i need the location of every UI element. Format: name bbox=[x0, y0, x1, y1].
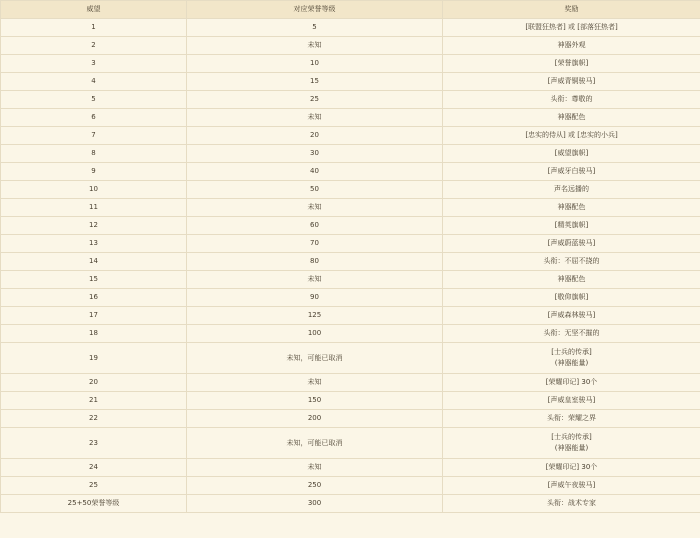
cell-reward bbox=[443, 374, 700, 392]
cell-honor-level: 15 bbox=[187, 73, 443, 91]
table-row bbox=[1, 343, 700, 374]
table-row bbox=[1, 495, 700, 513]
reward-text: (神器能量) bbox=[554, 444, 589, 452]
cell-prestige-level: 25 bbox=[1, 477, 187, 495]
cell-reward bbox=[443, 37, 700, 55]
cell-honor-level: 未知 bbox=[187, 374, 443, 392]
table-header-row bbox=[1, 1, 700, 19]
cell-reward bbox=[443, 55, 700, 73]
cell-honor-level: 未知 bbox=[187, 271, 443, 289]
cell-honor-level: 40 bbox=[187, 163, 443, 181]
cell-reward bbox=[443, 428, 700, 459]
reward-text: [荣誉旗帜] bbox=[554, 59, 589, 67]
cell-prestige-level: 15 bbox=[1, 271, 187, 289]
reward-text: 神器配色 bbox=[557, 113, 586, 121]
reward-text: [声威蔚蓝骏马] bbox=[547, 239, 596, 247]
reward-text: 头衔：无坚不摧的 bbox=[543, 329, 600, 337]
header-reward: 奖励 bbox=[443, 1, 700, 19]
table-row bbox=[1, 145, 700, 163]
cell-reward bbox=[443, 495, 700, 513]
reward-text: [声威青铜骏马] bbox=[547, 77, 596, 85]
table-row bbox=[1, 217, 700, 235]
table-row bbox=[1, 392, 700, 410]
cell-reward bbox=[443, 109, 700, 127]
cell-prestige-level: 6 bbox=[1, 109, 187, 127]
table-row bbox=[1, 307, 700, 325]
cell-prestige-level: 3 bbox=[1, 55, 187, 73]
cell-prestige-level: 1 bbox=[1, 19, 187, 37]
cell-prestige-level: 16 bbox=[1, 289, 187, 307]
cell-reward bbox=[443, 235, 700, 253]
cell-honor-level: 未知，可能已取消 bbox=[187, 428, 443, 459]
reward-text: 神器配色 bbox=[557, 203, 586, 211]
cell-honor-level: 100 bbox=[187, 325, 443, 343]
cell-reward bbox=[443, 307, 700, 325]
cell-reward bbox=[443, 181, 700, 199]
table-row bbox=[1, 163, 700, 181]
table-row bbox=[1, 199, 700, 217]
cell-prestige-level: 5 bbox=[1, 91, 187, 109]
cell-prestige-level: 10 bbox=[1, 181, 187, 199]
reward-text: 头衔：战术专家 bbox=[547, 499, 596, 507]
cell-prestige-level: 14 bbox=[1, 253, 187, 271]
cell-reward bbox=[443, 73, 700, 91]
table-row bbox=[1, 289, 700, 307]
reward-text: 神器配色 bbox=[557, 275, 586, 283]
reward-text: 头衔：荣耀之界 bbox=[547, 414, 596, 422]
table-row bbox=[1, 410, 700, 428]
table-row bbox=[1, 55, 700, 73]
cell-reward bbox=[443, 477, 700, 495]
reward-text: [荣耀印记] 30个 bbox=[545, 378, 598, 386]
cell-honor-level: 25 bbox=[187, 91, 443, 109]
cell-reward bbox=[443, 199, 700, 217]
cell-reward bbox=[443, 91, 700, 109]
cell-prestige-level: 18 bbox=[1, 325, 187, 343]
reward-text: [荣耀印记] 30个 bbox=[545, 463, 598, 471]
cell-honor-level: 20 bbox=[187, 127, 443, 145]
reward-text: [声威森林骏马] bbox=[547, 311, 596, 319]
cell-prestige-level: 23 bbox=[1, 428, 187, 459]
table-row bbox=[1, 271, 700, 289]
cell-reward bbox=[443, 459, 700, 477]
cell-honor-level: 70 bbox=[187, 235, 443, 253]
cell-reward bbox=[443, 217, 700, 235]
table-row bbox=[1, 477, 700, 495]
reward-text: [精英旗帜] bbox=[554, 221, 589, 229]
reward-text: [敬仰旗帜] bbox=[554, 293, 589, 301]
cell-prestige-level: 9 bbox=[1, 163, 187, 181]
cell-honor-level: 50 bbox=[187, 181, 443, 199]
cell-honor-level: 30 bbox=[187, 145, 443, 163]
cell-prestige-level: 11 bbox=[1, 199, 187, 217]
reward-text: 声名远播的 bbox=[554, 185, 589, 193]
cell-prestige-level: 13 bbox=[1, 235, 187, 253]
cell-reward bbox=[443, 343, 700, 374]
reward-text: [威望旗帜] bbox=[554, 149, 589, 157]
cell-prestige-level: 12 bbox=[1, 217, 187, 235]
reward-text: 神器外观 bbox=[557, 41, 586, 49]
reward-text: [士兵的传承] bbox=[551, 348, 592, 356]
cell-reward bbox=[443, 410, 700, 428]
cell-reward bbox=[443, 289, 700, 307]
table-row bbox=[1, 459, 700, 477]
cell-reward bbox=[443, 271, 700, 289]
cell-reward bbox=[443, 127, 700, 145]
table-body bbox=[1, 19, 700, 513]
cell-honor-level: 125 bbox=[187, 307, 443, 325]
cell-honor-level: 80 bbox=[187, 253, 443, 271]
cell-reward bbox=[443, 19, 700, 37]
cell-reward bbox=[443, 392, 700, 410]
table-row bbox=[1, 235, 700, 253]
reward-text: [士兵的传承] bbox=[551, 433, 592, 441]
table-row bbox=[1, 181, 700, 199]
cell-honor-level: 60 bbox=[187, 217, 443, 235]
cell-honor-level: 300 bbox=[187, 495, 443, 513]
cell-prestige-level: 2 bbox=[1, 37, 187, 55]
cell-honor-level: 250 bbox=[187, 477, 443, 495]
table-row bbox=[1, 374, 700, 392]
header-prestige: 威望 bbox=[1, 1, 187, 19]
table-row bbox=[1, 127, 700, 145]
table-row bbox=[1, 253, 700, 271]
table-row bbox=[1, 428, 700, 459]
cell-reward bbox=[443, 145, 700, 163]
cell-prestige-level: 22 bbox=[1, 410, 187, 428]
cell-honor-level: 未知 bbox=[187, 37, 443, 55]
table-row bbox=[1, 109, 700, 127]
reward-text: [联盟狂热者] 或 [部落狂热者] bbox=[525, 23, 618, 31]
header-honor-level: 对应荣誉等级 bbox=[187, 1, 443, 19]
cell-reward bbox=[443, 253, 700, 271]
cell-prestige-level: 7 bbox=[1, 127, 187, 145]
cell-honor-level: 10 bbox=[187, 55, 443, 73]
table-row bbox=[1, 19, 700, 37]
cell-prestige-level: 4 bbox=[1, 73, 187, 91]
table-row bbox=[1, 91, 700, 109]
reward-text: [声威牙白骏马] bbox=[547, 167, 596, 175]
cell-honor-level: 90 bbox=[187, 289, 443, 307]
cell-honor-level: 未知 bbox=[187, 109, 443, 127]
cell-honor-level: 未知，可能已取消 bbox=[187, 343, 443, 374]
reward-text: 头衔：尊敬的 bbox=[550, 95, 593, 103]
table-row bbox=[1, 325, 700, 343]
reward-text: 头衔：不屈不挠的 bbox=[543, 257, 600, 265]
cell-reward bbox=[443, 163, 700, 181]
cell-prestige-level: 20 bbox=[1, 374, 187, 392]
cell-prestige-level: 24 bbox=[1, 459, 187, 477]
cell-prestige-level: 25+50荣誉等级 bbox=[1, 495, 187, 513]
reward-text: [声威皇室骏马] bbox=[547, 396, 596, 404]
cell-reward bbox=[443, 325, 700, 343]
cell-prestige-level: 8 bbox=[1, 145, 187, 163]
cell-honor-level: 5 bbox=[187, 19, 443, 37]
reward-text: [声威午夜骏马] bbox=[547, 481, 596, 489]
table-row bbox=[1, 37, 700, 55]
cell-prestige-level: 17 bbox=[1, 307, 187, 325]
cell-prestige-level: 19 bbox=[1, 343, 187, 374]
table-row bbox=[1, 73, 700, 91]
cell-honor-level: 未知 bbox=[187, 459, 443, 477]
cell-honor-level: 150 bbox=[187, 392, 443, 410]
reward-text: (神器能量) bbox=[554, 359, 589, 367]
cell-honor-level: 200 bbox=[187, 410, 443, 428]
reward-text: [忠实的侍从] 或 [忠实的小兵] bbox=[525, 131, 618, 139]
cell-prestige-level: 21 bbox=[1, 392, 187, 410]
cell-honor-level: 未知 bbox=[187, 199, 443, 217]
